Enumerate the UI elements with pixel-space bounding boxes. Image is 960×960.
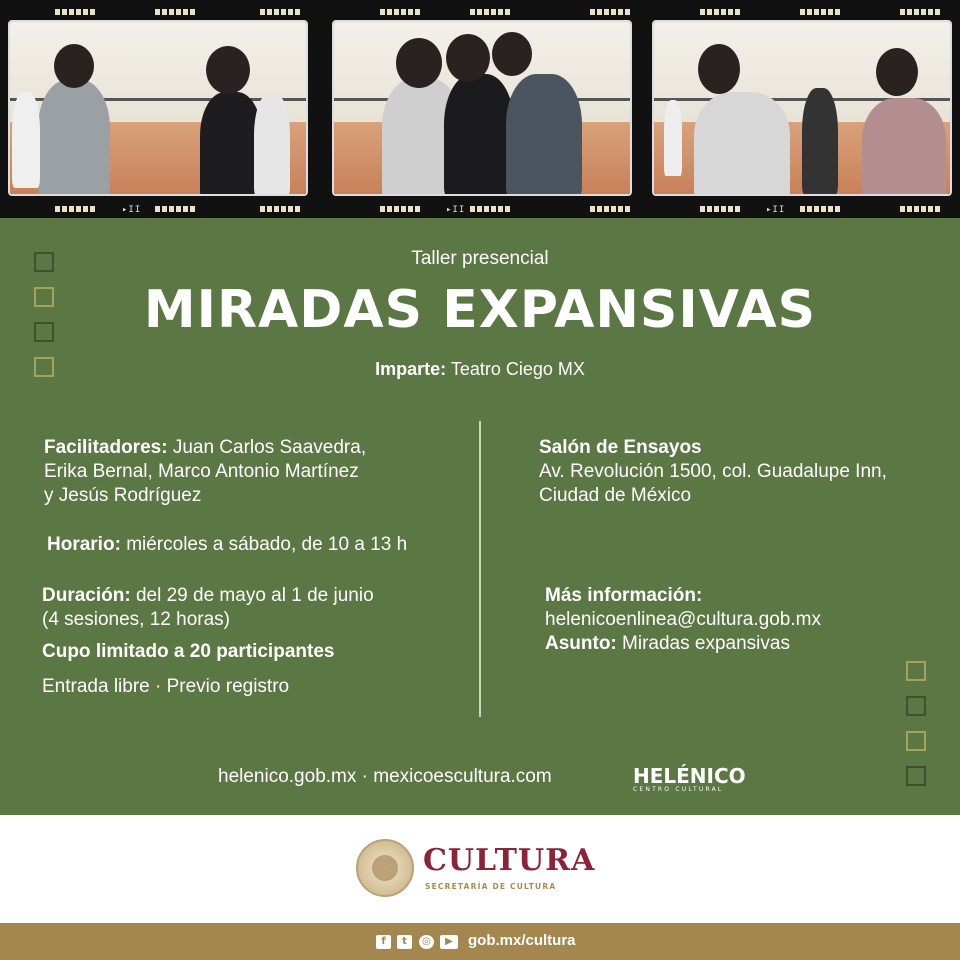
film-perforation [281, 206, 286, 212]
contact [545, 584, 821, 656]
facilitators-line-3: y Jesús Rodríguez [44, 485, 202, 506]
facebook-icon[interactable]: f [376, 935, 391, 949]
film-perforation [267, 206, 272, 212]
film-perforation [176, 9, 181, 15]
film-perforation [721, 206, 726, 212]
film-perforation [274, 206, 279, 212]
film-perforation [728, 9, 733, 15]
helenico-logo [633, 764, 746, 793]
film-perforation [477, 9, 482, 15]
capacity: Cupo limitado a 20 participantes [42, 641, 335, 662]
decorative-square [906, 696, 926, 716]
website-links[interactable]: helenico.gob.mx · mexicoescultura.com [218, 766, 552, 787]
cultura-section [0, 815, 960, 923]
film-perforation [415, 9, 420, 15]
venue-address-2: Ciudad de México [539, 485, 692, 506]
duration-detail: (4 sesiones, 12 horas) [42, 609, 230, 630]
decorative-square [906, 661, 926, 681]
film-perforation [505, 206, 510, 212]
film-perforation [618, 9, 623, 15]
duration-value: del 29 de mayo al 1 de junio [135, 585, 374, 606]
film-perforation [835, 206, 840, 212]
info-email[interactable]: helenicoenlinea@cultura.gob.mx [545, 609, 821, 630]
film-perforation [935, 9, 940, 15]
instagram-icon[interactable]: ◎ [419, 935, 434, 949]
film-perforation [597, 206, 602, 212]
bottom-bar [0, 923, 960, 960]
film-perforation [900, 206, 905, 212]
facilitators [44, 436, 366, 508]
film-perforation [807, 206, 812, 212]
gob-url[interactable]: gob.mx/cultura [468, 932, 576, 949]
film-perforation [625, 9, 630, 15]
film-perforation [814, 206, 819, 212]
film-perforation [828, 9, 833, 15]
film-perforation [728, 206, 733, 212]
film-perforation [260, 206, 265, 212]
film-perforation [590, 206, 595, 212]
helenico-logo-text: HELÉNICO [633, 764, 746, 788]
film-perforation [415, 206, 420, 212]
film-perforation [625, 206, 630, 212]
film-perforation [814, 9, 819, 15]
film-perforation [401, 206, 406, 212]
duration-label: Duración: [42, 585, 131, 606]
film-perforation [274, 9, 279, 15]
national-seal-icon [356, 839, 414, 897]
film-perforation [190, 206, 195, 212]
film-perforation [484, 9, 489, 15]
film-perforation [735, 206, 740, 212]
film-perforation [55, 9, 60, 15]
film-perforation [611, 9, 616, 15]
film-perforation [62, 9, 67, 15]
info-label: Más información: [545, 585, 703, 606]
film-perforation [55, 206, 60, 212]
film-perforation [76, 206, 81, 212]
duration [42, 584, 374, 632]
film-perforation [155, 9, 160, 15]
venue [539, 436, 887, 508]
film-perforation [707, 9, 712, 15]
film-perforation [380, 9, 385, 15]
facilitators-line-1: Juan Carlos Saavedra, [172, 437, 367, 458]
film-perforation [498, 9, 503, 15]
film-perforation [83, 9, 88, 15]
film-perforation [604, 206, 609, 212]
film-perforation [828, 206, 833, 212]
film-perforation [800, 9, 805, 15]
film-perforation [900, 9, 905, 15]
film-perforation [491, 9, 496, 15]
film-perforation [611, 206, 616, 212]
film-perforation [401, 9, 406, 15]
film-perforation [394, 9, 399, 15]
film-perforation [921, 9, 926, 15]
event-type: Taller presencial [411, 248, 549, 269]
film-perforation [380, 206, 385, 212]
film-perforation [69, 9, 74, 15]
subject-label: Asunto: [545, 633, 617, 654]
film-perforation [928, 206, 933, 212]
film-perforation [907, 9, 912, 15]
film-perforation [835, 9, 840, 15]
film-perforation [484, 206, 489, 212]
schedule [47, 533, 407, 557]
event-title: MIRADAS EXPANSIVAS [143, 280, 817, 340]
youtube-icon[interactable]: ▶ [440, 935, 458, 949]
film-perforation [394, 206, 399, 212]
film-perforation [155, 206, 160, 212]
column-divider [479, 421, 481, 717]
film-perforation [183, 9, 188, 15]
subject-value: Miradas expansivas [622, 633, 790, 654]
film-perforation [935, 206, 940, 212]
facilitators-label: Facilitadores: [44, 437, 168, 458]
organizer-value: Teatro Ciego MX [450, 359, 585, 379]
film-perforation [700, 206, 705, 212]
film-perforation [267, 9, 272, 15]
film-perforation [169, 206, 174, 212]
film-perforation [491, 206, 496, 212]
film-perforation [714, 206, 719, 212]
helenico-logo-sub: CENTRO CULTURAL [633, 786, 724, 793]
film-perforation [295, 206, 300, 212]
schedule-label: Horario: [47, 534, 121, 555]
film-perforation [498, 206, 503, 212]
entry-info: Entrada libre · Previo registro [42, 676, 290, 697]
film-perforation [590, 9, 595, 15]
film-strip [0, 0, 960, 218]
schedule-value: miércoles a sábado, de 10 a 13 h [126, 534, 408, 555]
film-perforation [190, 9, 195, 15]
film-perforation [281, 9, 286, 15]
venue-name: Salón de Ensayos [539, 437, 702, 458]
film-perforation [387, 206, 392, 212]
film-perforation [821, 206, 826, 212]
film-perforation [800, 206, 805, 212]
film-perforation [295, 9, 300, 15]
film-perforation [921, 206, 926, 212]
film-perforation [76, 9, 81, 15]
frame-marker: ▸II [766, 205, 786, 215]
film-perforation [907, 206, 912, 212]
venue-address-1: Av. Revolución 1500, col. Guadalupe Inn, [539, 461, 887, 482]
film-perforation [505, 9, 510, 15]
frame-marker: ▸II [446, 205, 466, 215]
info-panel [0, 218, 960, 815]
film-perforation [821, 9, 826, 15]
film-perforation [288, 9, 293, 15]
film-perforation [169, 9, 174, 15]
film-perforation [90, 9, 95, 15]
film-perforation [408, 206, 413, 212]
film-perforation [62, 206, 67, 212]
film-perforation [162, 206, 167, 212]
organizer-label: Imparte: [375, 359, 447, 379]
film-perforation [176, 206, 181, 212]
film-perforation [90, 206, 95, 212]
cultura-logo-text: CULTURA [423, 843, 596, 878]
film-perforation [69, 206, 74, 212]
photo-frame-2 [332, 20, 632, 196]
film-perforation [700, 9, 705, 15]
frame-marker: ▸II [122, 205, 142, 215]
photo-frame-1 [8, 20, 308, 196]
film-perforation [604, 9, 609, 15]
film-perforation [83, 206, 88, 212]
film-perforation [707, 206, 712, 212]
facilitators-line-2: Erika Bernal, Marco Antonio Martínez [44, 461, 359, 482]
decorative-square [906, 731, 926, 751]
film-perforation [470, 206, 475, 212]
film-perforation [721, 9, 726, 15]
film-perforation [807, 9, 812, 15]
film-perforation [735, 9, 740, 15]
film-perforation [618, 206, 623, 212]
film-perforation [928, 9, 933, 15]
film-perforation [260, 9, 265, 15]
cultura-logo-sub: SECRETARÍA DE CULTURA [425, 882, 557, 891]
film-perforation [714, 9, 719, 15]
film-perforation [183, 206, 188, 212]
film-perforation [162, 9, 167, 15]
twitter-icon[interactable]: t [397, 935, 412, 949]
film-perforation [914, 9, 919, 15]
organizer [0, 359, 960, 380]
photo-frame-3 [652, 20, 952, 196]
film-perforation [597, 9, 602, 15]
film-perforation [408, 9, 413, 15]
film-perforations-top [0, 6, 960, 18]
film-perforation [470, 9, 475, 15]
film-perforation [288, 206, 293, 212]
film-perforation [914, 206, 919, 212]
film-perforation [477, 206, 482, 212]
film-perforations-bottom [0, 203, 960, 215]
decorative-square [906, 766, 926, 786]
film-perforation [387, 9, 392, 15]
